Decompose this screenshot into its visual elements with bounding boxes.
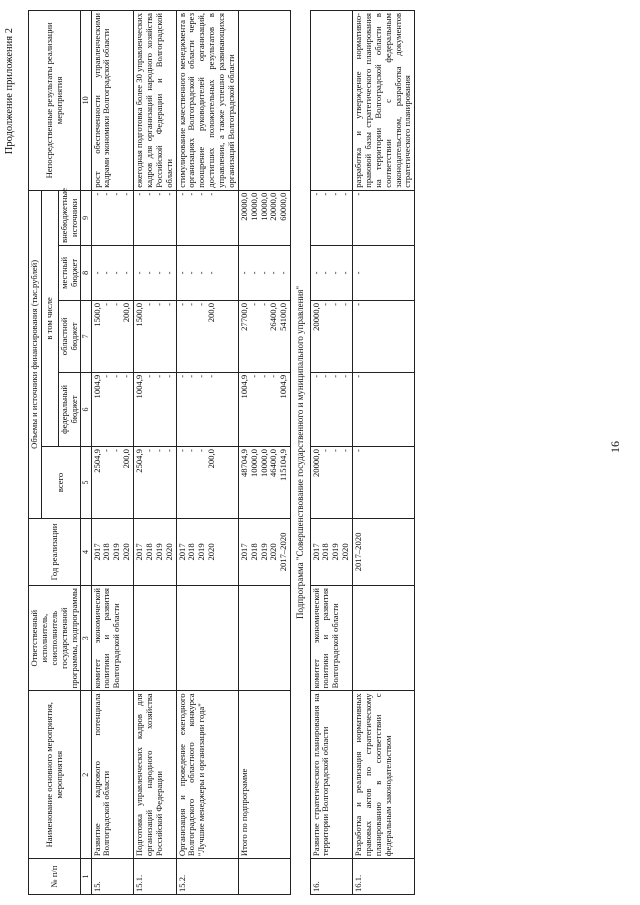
row-total-value: - <box>163 449 174 452</box>
row-name: Разработка и реализация нормативных правовых актов по стратегическому планированию в соответствии с федеральным законодательством <box>353 691 415 859</box>
header-local: местный бюджет <box>58 245 81 300</box>
row-federal-value: - <box>310 374 321 378</box>
row-regional-value: 54100,0 <box>278 302 289 331</box>
row-total-value: 200,0 <box>121 449 132 469</box>
row-extra <box>310 190 353 245</box>
row-name: Итого по подпрограмме <box>238 691 290 859</box>
row-extra-value: - <box>320 192 331 196</box>
row-name: Развитие кадрового потенциала Волгоградской области <box>91 691 134 859</box>
row-total-value: - <box>176 449 187 452</box>
header-volume: Объемы и источники финансирования (тыс.рублей) <box>29 190 42 518</box>
row-federal-value: - <box>353 374 364 378</box>
row-federal <box>91 372 134 446</box>
row-local-value: - <box>340 271 351 275</box>
row-years <box>134 518 177 585</box>
row-federal-value: - <box>248 374 259 378</box>
row-extra-value: - <box>353 192 364 196</box>
colnum: 9 <box>81 190 91 245</box>
row-local-value: - <box>153 271 164 275</box>
row-number: 15.1. <box>134 859 177 895</box>
row-total-value: 10000,0 <box>258 449 269 477</box>
row-years-value: 2018 <box>186 543 197 561</box>
row-result <box>310 11 353 191</box>
row-extra-value: - <box>163 192 174 196</box>
row-responsible: комитет экономической политики и развития Волгоградской области <box>310 585 353 690</box>
row-years <box>353 518 415 585</box>
row-total-value: 46400,0 <box>268 449 279 477</box>
header-federal: федеральный бюджет <box>58 372 81 446</box>
row-federal <box>176 372 238 446</box>
row-total-value: - <box>153 449 164 452</box>
row-years-value: 2018 <box>248 543 259 561</box>
row-extra-value: 10000,0 <box>258 192 269 221</box>
row-local-value: - <box>320 271 331 275</box>
colnum: 2 <box>81 691 91 859</box>
row-local-value: - <box>330 271 341 275</box>
table-row <box>310 11 353 895</box>
row-federal-value: - <box>320 374 331 378</box>
row-result: стимулирование качественного менеджмента в организациях Волгоградской области через поощрение руководителей организаций, достигших положительных результатов в управлении, а также успешно развивающихся организаций Волгоградской области <box>176 11 238 191</box>
row-result <box>238 11 290 191</box>
row-total-value: - <box>143 449 154 452</box>
header-total: всего <box>41 447 81 519</box>
row-total-value: 115104,9 <box>278 449 289 481</box>
row-number <box>238 859 290 895</box>
row-name: Развитие стратегического планирования на территории Волгоградской области <box>310 691 353 859</box>
row-local-value: - <box>278 271 289 275</box>
row-local <box>176 245 238 300</box>
row-local-value: - <box>353 271 364 275</box>
row-local <box>134 245 177 300</box>
row-total-value: 48704,9 <box>238 449 249 477</box>
colnum: 6 <box>81 372 91 446</box>
row-federal <box>310 372 353 446</box>
row-federal <box>353 372 415 446</box>
row-local <box>91 245 134 300</box>
row-federal-value: - <box>206 374 217 378</box>
row-regional-value: - <box>186 302 197 306</box>
row-extra <box>353 190 415 245</box>
row-total-value: - <box>320 449 331 452</box>
row-extra-value: - <box>91 192 102 196</box>
row-regional-value: 1500,0 <box>91 302 102 327</box>
row-total <box>310 447 353 519</box>
row-extra-value: - <box>153 192 164 196</box>
row-years-value: 2019 <box>111 543 122 561</box>
row-extra-value: - <box>310 192 321 196</box>
row-local-value: - <box>91 271 102 275</box>
row-local-value: - <box>101 271 112 275</box>
row-local <box>310 245 353 300</box>
header-extra: внебюджетные источники <box>58 190 81 245</box>
row-federal-value: 1004,9 <box>278 374 289 399</box>
row-years-value: 2018 <box>143 543 154 561</box>
row-extra-value: - <box>176 192 187 196</box>
row-regional <box>310 300 353 372</box>
row-number: 15. <box>91 859 134 895</box>
row-federal-value: - <box>143 374 154 378</box>
row-federal-value: - <box>176 374 187 378</box>
row-responsible <box>134 585 177 690</box>
row-local-value: - <box>163 271 174 275</box>
page-number: 16 <box>608 441 622 453</box>
row-regional <box>353 300 415 372</box>
row-extra <box>238 190 290 245</box>
header-num: № п/п <box>29 859 81 895</box>
row-years-value: 2020 <box>163 543 174 561</box>
row-total-value: - <box>101 449 112 452</box>
table-row <box>353 11 415 895</box>
header-responsible: Ответственный исполнитель, соисполнитель государственной программы, подпрограммы <box>29 585 81 690</box>
row-federal-value: - <box>340 374 351 378</box>
row-extra <box>134 190 177 245</box>
row-local-value: - <box>121 271 132 275</box>
row-number: 15.2. <box>176 859 238 895</box>
row-extra-value: 20000,0 <box>268 192 279 221</box>
row-local-value: - <box>238 271 249 275</box>
table-row <box>91 11 134 895</box>
row-responsible: комитет экономической политики и развития Волгоградской области <box>91 585 134 690</box>
row-local <box>238 245 290 300</box>
row-regional-value: - <box>143 302 154 306</box>
row-regional-value: - <box>101 302 112 306</box>
row-total-value: - <box>340 449 351 452</box>
row-federal-value: - <box>163 374 174 378</box>
row-federal-value: 1004,9 <box>134 374 145 399</box>
header-regional: областной бюджет <box>58 300 81 372</box>
row-result: разработка и утверждение нормативно-правовой базы стратегического планирования на территории Волгоградской области в соответствии с федеральным законодательством, разработка документов стратегического планирования <box>353 11 415 191</box>
row-regional-value: - <box>248 302 259 306</box>
row-federal-value: - <box>258 374 269 378</box>
row-years-value: 2018 <box>320 543 331 561</box>
row-total-value: - <box>186 449 197 452</box>
row-years-value: 2019 <box>196 543 207 561</box>
row-regional <box>238 300 290 372</box>
row-extra-value: - <box>143 192 154 196</box>
row-total-value: 20000,0 <box>310 449 321 477</box>
colnum: 5 <box>81 447 91 519</box>
row-total-value: - <box>111 449 122 452</box>
row-regional-value: - <box>111 302 122 306</box>
colnum: 7 <box>81 300 91 372</box>
row-years-value: 2017 <box>176 543 187 561</box>
row-years-value: 2020 <box>268 543 279 561</box>
row-years-value: 2017–2020 <box>353 532 364 572</box>
row-regional-value: - <box>176 302 187 306</box>
colnum: 10 <box>81 11 91 191</box>
row-years-value: 2020 <box>206 543 217 561</box>
row-years-value: 2017 <box>238 543 249 561</box>
row-federal <box>238 372 290 446</box>
row-years <box>310 518 353 585</box>
row-extra <box>176 190 238 245</box>
row-regional-value: - <box>330 302 341 306</box>
row-extra-value: - <box>186 192 197 196</box>
row-total-value: 2504,9 <box>134 449 145 473</box>
row-federal-value: 1004,9 <box>91 374 102 399</box>
row-regional-value: - <box>258 302 269 306</box>
row-total <box>91 447 134 519</box>
header-name: Наименование основного мероприятия, мероприятия <box>29 691 81 859</box>
row-federal-value: - <box>268 374 279 378</box>
row-extra-value: - <box>206 192 217 196</box>
table-row <box>134 11 177 895</box>
row-local <box>353 245 415 300</box>
row-years-value: 2019 <box>330 543 341 561</box>
row-federal-value: - <box>121 374 132 378</box>
row-regional-value: 27700,0 <box>238 302 249 331</box>
row-federal-value: - <box>330 374 341 378</box>
table-row <box>238 11 290 895</box>
header-including: в том числе <box>41 190 58 446</box>
row-total-value: - <box>330 449 341 452</box>
header-year: Год реализации <box>29 518 81 585</box>
row-regional-value: 26400,0 <box>268 302 279 331</box>
row-extra-value: - <box>330 192 341 196</box>
row-years-value: 2017–2020 <box>278 532 289 572</box>
financing-table <box>28 10 415 895</box>
row-total-value: - <box>196 449 207 452</box>
row-local-value: - <box>176 271 187 275</box>
row-regional-value: 200,0 <box>121 302 132 323</box>
row-total-value: - <box>353 449 364 452</box>
row-federal-value: - <box>196 374 207 378</box>
colnum: 1 <box>81 859 91 895</box>
row-total-value: 10000,0 <box>248 449 259 477</box>
row-extra-value: - <box>340 192 351 196</box>
row-extra-value: - <box>111 192 122 196</box>
row-local-value: - <box>310 271 321 275</box>
row-responsible <box>238 585 290 690</box>
row-name: Подготовка управленческих кадров для организаций народного хозяйства Российской Федерации <box>134 691 177 859</box>
continuation-label: Продолжение приложения 2 <box>4 28 15 155</box>
row-federal-value: - <box>111 374 122 378</box>
row-local-value: - <box>196 271 207 275</box>
row-total <box>176 447 238 519</box>
row-years <box>238 518 290 585</box>
row-local-value: - <box>111 271 122 275</box>
row-years-value: 2018 <box>101 543 112 561</box>
colnum: 8 <box>81 245 91 300</box>
row-extra-value: 20000,0 <box>238 192 249 221</box>
row-local-value: - <box>186 271 197 275</box>
row-local-value: - <box>258 271 269 275</box>
row-regional <box>134 300 177 372</box>
row-regional <box>91 300 134 372</box>
row-federal-value: - <box>186 374 197 378</box>
row-regional-value: 1500,0 <box>134 302 145 327</box>
row-regional-value: - <box>340 302 351 306</box>
row-federal <box>134 372 177 446</box>
row-number: 16. <box>310 859 353 895</box>
row-total <box>238 447 290 519</box>
row-extra-value: - <box>101 192 112 196</box>
row-years-value: 2017 <box>91 543 102 561</box>
header-result: Непосредственные результаты реализации мероприятия <box>29 11 81 191</box>
row-years <box>176 518 238 585</box>
row-regional-value: - <box>153 302 164 306</box>
row-responsible <box>353 585 415 690</box>
row-total <box>353 447 415 519</box>
column-numbers-row <box>81 11 91 895</box>
row-total-value: 2504,9 <box>91 449 102 473</box>
row-regional-value: - <box>196 302 207 306</box>
row-local-value: - <box>206 271 217 275</box>
row-extra <box>91 190 134 245</box>
row-years-value: 2020 <box>121 543 132 561</box>
row-responsible <box>176 585 238 690</box>
row-regional-value: - <box>320 302 331 306</box>
row-years-value: 2020 <box>340 543 351 561</box>
row-local-value: - <box>248 271 259 275</box>
row-years-value: 2017 <box>134 543 145 561</box>
row-federal-value: - <box>101 374 112 378</box>
row-federal-value: - <box>153 374 164 378</box>
row-total <box>134 447 177 519</box>
row-local-value: - <box>134 271 145 275</box>
row-result: ежегодная подготовка более 30 управленческих кадров для организаций народного хозяйства Российской Федерации и Волгоградской области <box>134 11 177 191</box>
row-local-value: - <box>268 271 279 275</box>
row-years-value: 2019 <box>153 543 164 561</box>
row-years <box>91 518 134 585</box>
row-extra-value: - <box>196 192 207 196</box>
row-local-value: - <box>143 271 154 275</box>
row-regional-value: 200,0 <box>206 302 217 323</box>
row-extra-value: 60000,0 <box>278 192 289 221</box>
subprogram-title: Подпрограмма "Совершенствование государственного и муниципального управления" <box>291 11 310 895</box>
row-extra-value: 10000,0 <box>248 192 259 221</box>
row-extra-value: - <box>121 192 132 196</box>
row-years-value: 2019 <box>258 543 269 561</box>
row-regional <box>176 300 238 372</box>
row-name: Организация и проведение ежегодного Волгоградского областного конкурса "Лучшие менеджеры и организации года" <box>176 691 238 859</box>
table-row <box>176 11 238 895</box>
row-regional-value: - <box>353 302 364 306</box>
row-regional-value: 20000,0 <box>310 302 321 331</box>
row-result: рост обеспеченности управленческими кадрами экономики Волгоградской области <box>91 11 134 191</box>
row-total-value: 200,0 <box>206 449 217 469</box>
row-extra-value: - <box>134 192 145 196</box>
colnum: 4 <box>81 518 91 585</box>
row-federal-value: 1004,9 <box>238 374 249 399</box>
row-years-value: 2017 <box>310 543 321 561</box>
row-number: 16.1. <box>353 859 415 895</box>
colnum: 3 <box>81 585 91 690</box>
row-regional-value: - <box>163 302 174 306</box>
